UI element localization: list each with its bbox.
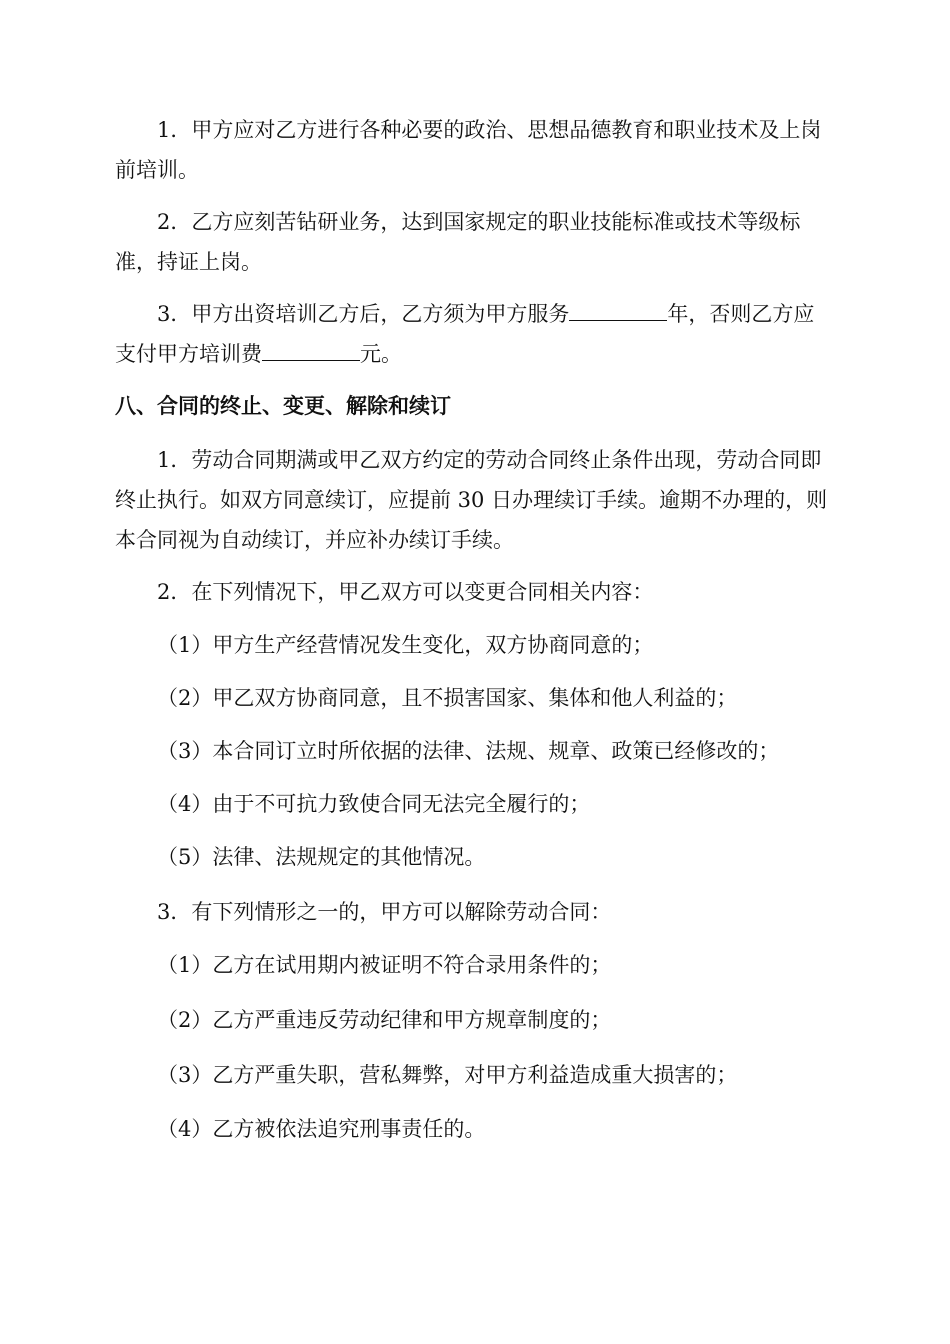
change-condition-1: （1）甲方生产经营情况发生变化，双方协商同意的； <box>157 633 654 657</box>
training-3-text-c: 元。 <box>360 342 402 366</box>
paragraph-training-1: 1．甲方应对乙方进行各种必要的政治、思想品德教育和职业技术及上岗前培训。 <box>115 118 822 182</box>
dissolution-condition-2: （2）乙方严重违反劳动纪律和甲方规章制度的； <box>157 1008 612 1032</box>
training-3-text-a: 3．甲方出资培训乙方后，乙方须为甲方服务 <box>157 302 570 326</box>
paragraph-termination-1: 1．劳动合同期满或甲乙双方约定的劳动合同终止条件出现，劳动合同即终止执行。如双方同意续订，应提前 30 日办理续订手续。逾期不办理的，则本合同视为自动续订，并应补办续订手续。 <box>115 448 828 552</box>
dissolution-condition-3: （3）乙方严重失职，营私舞弊，对甲方利益造成重大损害的； <box>157 1063 738 1087</box>
paragraph-dissolution-intro: 3．有下列情形之一的，甲方可以解除劳动合同： <box>157 900 612 924</box>
change-condition-4: （4）由于不可抗力致使合同无法完全履行的； <box>157 792 591 816</box>
section-heading-termination: 八、合同的终止、变更、解除和续订 <box>115 394 451 418</box>
service-years-blank <box>569 302 667 321</box>
change-condition-3: （3）本合同订立时所依据的法律、法规、规章、政策已经修改的； <box>157 739 780 763</box>
paragraph-training-2: 2．乙方应刻苦钻研业务，达到国家规定的职业技能标准或技术等级标准，持证上岗。 <box>115 210 801 274</box>
paragraph-training-3 <box>115 294 835 374</box>
training-3-text-b: 年，否则乙方应支付甲方培训费 <box>115 302 815 366</box>
dissolution-condition-1: （1）乙方在试用期内被证明不符合录用条件的； <box>157 953 612 977</box>
paragraph-change-intro: 2．在下列情况下，甲乙双方可以变更合同相关内容： <box>157 580 654 604</box>
dissolution-condition-4: （4）乙方被依法追究刑事责任的。 <box>157 1117 486 1141</box>
change-condition-5: （5）法律、法规规定的其他情况。 <box>157 845 486 869</box>
training-fee-blank <box>262 342 360 361</box>
change-condition-2: （2）甲乙双方协商同意，且不损害国家、集体和他人利益的； <box>157 686 738 710</box>
